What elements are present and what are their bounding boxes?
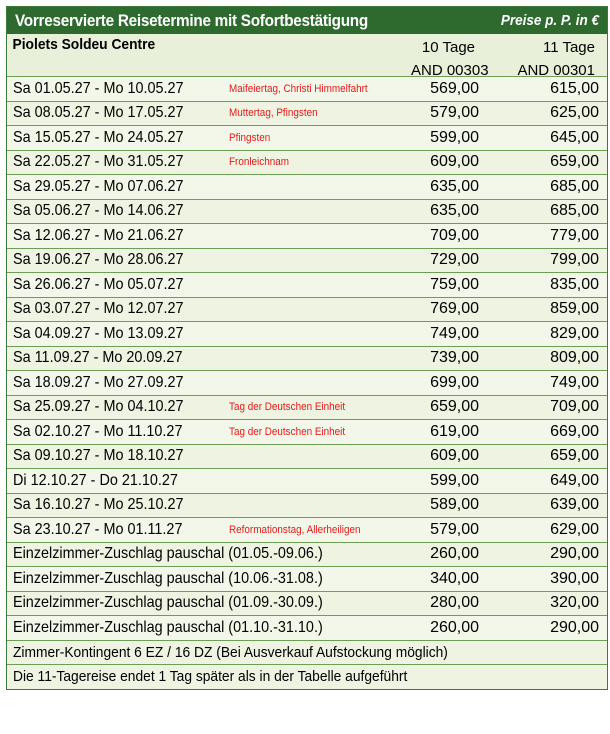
row-period: Einzelzimmer-Zuschlag pauschal (01.05.-09.06.): [13, 545, 323, 563]
row-period: Sa 02.10.27 - Mo 11.10.27: [13, 422, 183, 440]
price-11-days: 685,00: [550, 202, 599, 220]
price-11-days: 290,00: [550, 545, 599, 563]
column-11-days-label: 11 Tage: [543, 39, 595, 56]
row-period: Sa 09.10.27 - Mo 18.10.27: [13, 447, 184, 465]
table-row: [7, 396, 607, 421]
row-period: Einzelzimmer-Zuschlag pauschal (01.09.-30.09.): [13, 594, 323, 612]
price-11-days: 625,00: [550, 104, 599, 122]
row-period-cell: [7, 494, 399, 518]
row-period-cell: [7, 151, 399, 175]
column-10-days: [399, 34, 487, 84]
row-period-cell: [7, 322, 399, 346]
price-10-days: 729,00: [430, 251, 479, 269]
price-11-days: 809,00: [550, 349, 599, 367]
price-10-days: 769,00: [430, 300, 479, 318]
table-row: [7, 494, 607, 519]
price-10-days: 579,00: [430, 104, 479, 122]
row-period-cell: [7, 347, 399, 371]
row-period: Sa 18.09.27 - Mo 27.09.27: [13, 373, 184, 391]
table-row: [7, 175, 607, 200]
holiday-note: Tag der Deutschen Einheit: [229, 401, 346, 414]
table-row: [7, 371, 607, 396]
price-10-days: 659,00: [430, 398, 479, 416]
price-11-days: 799,00: [550, 251, 599, 269]
table-row: [7, 102, 607, 127]
price-11-days: 390,00: [550, 569, 599, 587]
row-period: Sa 03.07.27 - Mo 12.07.27: [13, 300, 184, 318]
price-11-days: 835,00: [550, 275, 599, 293]
price-10-days: 709,00: [430, 226, 479, 244]
table-row: [7, 126, 607, 151]
table-row: [7, 616, 607, 641]
holiday-note: Maifeiertag, Christi Himmelfahrt: [229, 82, 368, 95]
price-11-days: 645,00: [550, 128, 599, 146]
footer-quota-text: Zimmer-Kontingent 6 EZ / 16 DZ (Bei Ausverkauf Aufstockung möglich): [13, 643, 448, 661]
price-10-days: 589,00: [430, 496, 479, 514]
table-row: [7, 249, 607, 274]
row-period-cell: [7, 126, 399, 150]
row-period: Einzelzimmer-Zuschlag pauschal (10.06.-31.08.): [13, 569, 323, 587]
holiday-note: Fronleichnam: [229, 156, 289, 169]
price-10-days: 260,00: [430, 545, 479, 563]
row-period-cell: [7, 371, 399, 395]
row-period-cell: [7, 249, 399, 273]
price-unit-label: Preise p. P. in €: [500, 12, 599, 29]
price-10-days: 609,00: [430, 153, 479, 171]
table-row: [7, 469, 607, 494]
price-11-days: 659,00: [550, 447, 599, 465]
table-row: [7, 592, 607, 617]
column-11-days-code: AND 00301: [517, 62, 595, 79]
row-period: Sa 05.06.27 - Mo 14.06.27: [13, 202, 184, 220]
row-period: Sa 29.05.27 - Mo 07.06.27: [13, 177, 184, 195]
price-11-days: 290,00: [550, 618, 599, 636]
row-period: Sa 01.05.27 - Mo 10.05.27: [13, 79, 184, 97]
price-11-days: 709,00: [550, 398, 599, 416]
price-11-days: 685,00: [550, 177, 599, 195]
price-10-days: 619,00: [430, 422, 479, 440]
price-10-days: 759,00: [430, 275, 479, 293]
row-period: Sa 23.10.27 - Mo 01.11.27: [13, 520, 183, 538]
price-table: [6, 6, 608, 690]
price-10-days: 280,00: [430, 594, 479, 612]
price-10-days: 599,00: [430, 471, 479, 489]
table-row: [7, 273, 607, 298]
price-11-days: 659,00: [550, 153, 599, 171]
table-row: [7, 298, 607, 323]
row-period-cell: [7, 420, 399, 444]
price-11-days: 629,00: [550, 520, 599, 538]
holiday-note: Muttertag, Pfingsten: [229, 107, 318, 120]
table-row: [7, 200, 607, 225]
row-period: Sa 19.06.27 - Mo 28.06.27: [13, 251, 184, 269]
holiday-note: Reformationstag, Allerheiligen: [229, 523, 361, 536]
hotel-name: Piolets Soldeu Centre: [12, 36, 156, 53]
row-period: Sa 22.05.27 - Mo 31.05.27: [13, 153, 184, 171]
column-header-row: [7, 34, 607, 77]
footer-note: [7, 665, 607, 689]
price-10-days: 749,00: [430, 324, 479, 342]
row-period: Di 12.10.27 - Do 21.10.27: [13, 471, 178, 489]
row-period-cell: [7, 445, 399, 469]
footer-note-text: Die 11-Tagereise endet 1 Tag später als in der Tabelle aufgeführt: [13, 668, 408, 686]
table-header-bar: [7, 7, 607, 34]
row-period-cell: [7, 469, 399, 493]
holiday-note: Pfingsten: [229, 131, 271, 144]
table-row: [7, 224, 607, 249]
row-period: Sa 16.10.27 - Mo 25.10.27: [13, 496, 184, 514]
row-period-cell: [7, 567, 399, 591]
row-period: Sa 12.06.27 - Mo 21.06.27: [13, 226, 184, 244]
price-10-days: 699,00: [430, 373, 479, 391]
price-10-days: 260,00: [430, 618, 479, 636]
row-period: Sa 08.05.27 - Mo 17.05.27: [13, 104, 184, 122]
table-row: [7, 151, 607, 176]
row-period-cell: [7, 77, 399, 101]
price-11-days: 829,00: [550, 324, 599, 342]
row-period-cell: [7, 592, 399, 616]
holiday-note: Tag der Deutschen Einheit: [229, 425, 346, 438]
row-period-cell: [7, 200, 399, 224]
row-period-cell: [7, 543, 399, 567]
price-10-days: 599,00: [430, 128, 479, 146]
price-11-days: 779,00: [550, 226, 599, 244]
table-row: [7, 322, 607, 347]
table-title: Vorreservierte Reisetermine mit Sofortbestätigung: [15, 10, 368, 30]
row-period-cell: [7, 175, 399, 199]
table-row: [7, 567, 607, 592]
price-11-days: 649,00: [550, 471, 599, 489]
footer-quota: [7, 641, 607, 666]
row-period: Sa 25.09.27 - Mo 04.10.27: [13, 398, 184, 416]
price-11-days: 639,00: [550, 496, 599, 514]
row-period-cell: [7, 273, 399, 297]
table-body: [7, 77, 607, 641]
price-11-days: 859,00: [550, 300, 599, 318]
price-11-days: 669,00: [550, 422, 599, 440]
table-row: [7, 518, 607, 543]
column-11-days: [487, 34, 607, 84]
row-period-cell: [7, 518, 399, 542]
price-10-days: 569,00: [430, 79, 479, 97]
price-11-days: 615,00: [550, 79, 599, 97]
table-row: [7, 445, 607, 470]
price-11-days: 749,00: [550, 373, 599, 391]
row-period-cell: [7, 298, 399, 322]
row-period-cell: [7, 102, 399, 126]
row-period: Einzelzimmer-Zuschlag pauschal (01.10.-31.10.): [13, 618, 323, 636]
price-10-days: 609,00: [430, 447, 479, 465]
row-period: Sa 26.06.27 - Mo 05.07.27: [13, 275, 184, 293]
table-row: [7, 543, 607, 568]
row-period: Sa 11.09.27 - Mo 20.09.27: [13, 349, 183, 367]
row-period-cell: [7, 616, 399, 640]
column-10-days-code: AND 00303: [411, 62, 489, 79]
price-10-days: 579,00: [430, 520, 479, 538]
price-10-days: 340,00: [430, 569, 479, 587]
row-period: Sa 15.05.27 - Mo 24.05.27: [13, 128, 184, 146]
column-10-days-label: 10 Tage: [421, 39, 475, 56]
price-10-days: 739,00: [430, 349, 479, 367]
price-11-days: 320,00: [550, 594, 599, 612]
table-row: [7, 420, 607, 445]
table-row: [7, 347, 607, 372]
price-10-days: 635,00: [430, 177, 479, 195]
row-period: Sa 04.09.27 - Mo 13.09.27: [13, 324, 184, 342]
row-period-cell: [7, 224, 399, 248]
row-period-cell: [7, 396, 399, 420]
table-row: [7, 77, 607, 102]
price-10-days: 635,00: [430, 202, 479, 220]
